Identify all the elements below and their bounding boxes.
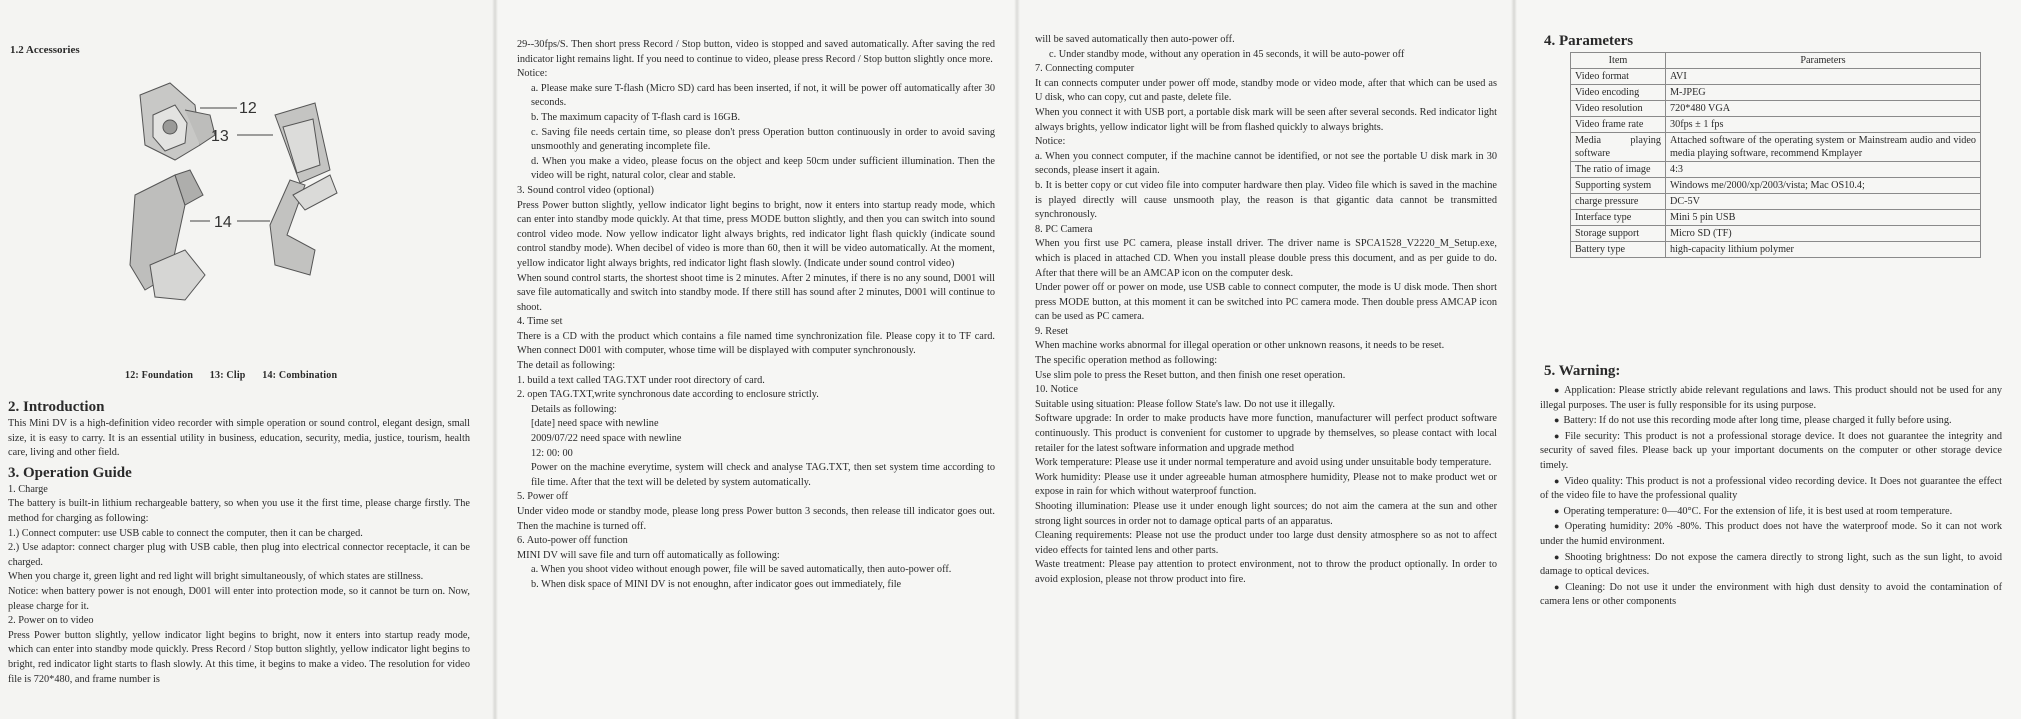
caption-combination: 14: Combination — [262, 370, 338, 381]
text-line: Software upgrade: In order to make products have more function, manufacturer will perfect product software continuously. This product is convenient for customer to upgrade by themselves, so please contact with local retailer for the latest software information and upgrade method — [1035, 413, 1497, 454]
text-line: 5. Power off — [517, 491, 569, 503]
table-header-row — [1571, 53, 1981, 69]
text-line: When you connect it with USB port, a portable disk mark will be seen after several seconds. Red indicator light always brights, yellow indicator light will be from flashed quickly to always brights. — [1035, 106, 1497, 133]
table-cell: Battery type — [1571, 242, 1666, 258]
text-line: 10. Notice — [1035, 384, 1078, 396]
caption-foundation: 12: Foundation — [125, 370, 194, 381]
bullet-icon: ● — [1554, 551, 1561, 562]
page-fold — [492, 0, 498, 719]
text-line: b. It is better copy or cut video file into computer hardware then play. Video file which is saved in the machine is played directly will cause unsmooth play, the reason is that gigantic data cannot be transmitted synchronously. — [1035, 179, 1497, 221]
warning-item — [1540, 429, 2002, 474]
bullet-icon: ● — [1554, 385, 1561, 395]
text-line: Press Power button slightly, yellow indicator light begins to bright, now it enters into startup ready mode, which can enter into standby mode quickly. At that time, press MODE button slightly, and then you can switch into sound control video mode. Now yellow indicator light always brights, red indicator light flash quickly (indicate sound control standby mode). When decibel of video is more than 60, then it will be video automatically. At the moment, yellow indicator light always brights, red indicator light flash slowly. (Indicate under sound control video) — [517, 199, 995, 269]
table-cell: charge pressure — [1571, 194, 1666, 210]
table-row — [1571, 242, 1981, 258]
text-line: Waste treatment: Please pay attention to protect environment, not to throw the product optionally. In order to avoid explosion, please not throw product into fire. — [1035, 559, 1497, 585]
text-line: 1. Charge — [8, 483, 48, 495]
text-line: Notice: when battery power is not enough, D001 will enter into protection mode, so it cannot be turn on. Now, please charge for it. — [8, 585, 470, 612]
table-cell: Media playing software — [1571, 133, 1666, 162]
parameters-table — [1570, 52, 1981, 258]
table-cell: Video resolution — [1571, 101, 1666, 117]
text-line: MINI DV will save file and turn off automatically as following: — [517, 549, 780, 561]
text-line: Under power off or power on mode, use USB cable to connect computer, the mode is U disk mode. Then short press MODE button, at this moment it can be switched into PC camera mode. Then double press AMCAP icon can be used as PC camera. — [1035, 282, 1497, 323]
bullet-icon: ● — [1554, 475, 1560, 486]
table-cell: Video frame rate — [1571, 117, 1666, 133]
text-line: Shooting illumination: Please use it under enough light sources; do not aim the camera at the sun and other strong light sources in order not to damage optical parts of an apparatus. — [1035, 501, 1497, 527]
text-line: Press Power button slightly, yellow indicator light begins to bright, now it enters into startup ready mode, which can enter into standby mode quickly. Press Record / Stop button slightly, yellow indicator light begins to bright, red indicator light starts to flash slowly. At this time, it begins to make a video. The resolution for video file is 720*480, and frame number is — [8, 629, 470, 685]
warning-text: File security: This product is not a professional storage device. It does not guarantee the integrity and security of saved files. Please back up your important documents on the computer or other storage device timely. — [1540, 430, 2003, 471]
text-line: a. When you shoot video without enough power, file will be saved automatically, then auto-power off. — [531, 564, 952, 576]
text-line: The battery is built-in lithium rechargeable battery, so when you use it the first time, please charge firstly. The method for charging as following: — [8, 498, 470, 524]
text-line: Use slim pole to press the Reset button, and then finish one reset operation. — [1035, 369, 1346, 381]
table-cell: Interface type — [1571, 210, 1666, 226]
text-line: c. Under standby mode, without any operation in 45 seconds, it will be auto-power off — [1049, 48, 1405, 60]
bullet-icon: ● — [1554, 505, 1560, 516]
clip-part — [275, 103, 330, 183]
combination-part-right — [270, 175, 337, 275]
table-cell: Attached software of the operating system or Mainstream audio and video media playing software, recommend Kmplayer — [1666, 133, 1981, 162]
table-row — [1571, 117, 1981, 133]
table-row — [1571, 69, 1981, 85]
text-line: a. Please make sure T-flash (Micro SD) card has been inserted, if not, it will be power off automatically after 30 seconds. — [531, 82, 995, 109]
intro-heading: 2. Introduction — [8, 399, 105, 415]
table-row — [1571, 101, 1981, 117]
text-line: d. When you make a video, please focus on the object and keep 50cm under sufficient illumination. Then the video will be right, natural color, clear and stable. — [531, 155, 995, 182]
text-line: 8. PC Camera — [1035, 223, 1093, 235]
callout-14: 14 — [214, 214, 232, 231]
table-cell: 30fps ± 1 fps — [1666, 117, 1981, 133]
table-cell: Storage support — [1571, 226, 1666, 242]
table-cell: DC-5V — [1666, 194, 1981, 210]
text-line: Cleaning requirements: Please not use the product under too large dust density atmosphere so as not to affect video effects for tainted lens and other parts. — [1035, 530, 1497, 556]
table-cell: AVI — [1666, 69, 1981, 85]
text-line: 12: 00: 00 — [531, 447, 573, 459]
table-cell: M-JPEG — [1666, 85, 1981, 101]
text-line: 2. open TAG.TXT,write synchronous date according to enclosure strictly. — [517, 389, 819, 401]
table-row — [1571, 85, 1981, 101]
table-cell: Video encoding — [1571, 85, 1666, 101]
text-line: Details as following: — [531, 403, 617, 415]
accessories-caption — [125, 370, 351, 381]
text-line: 29--30fps/S. Then short press Record / Stop button, video is stopped and saved automatically. After saving the red indicator light remains light. If you need to continue to video, please press Record / Stop button slightly once more. — [517, 39, 995, 65]
accessories-illustration — [115, 75, 345, 370]
text-line: When machine works abnormal for illegal operation or other unknown reasons, it needs to be reset. — [1035, 340, 1445, 352]
text-line: Work temperature: Please use it under normal temperature and avoid using under unsuitable body temperature. — [1035, 457, 1492, 469]
warning-text: Battery: If do not use this recording mode after long time, please charged it fully before using. — [1563, 415, 1952, 427]
page-fold — [1014, 0, 1020, 719]
callout-12: 12 — [239, 100, 257, 117]
text-line: Notice: — [1035, 136, 1066, 148]
table-row — [1571, 210, 1981, 226]
text-line: Power on the machine everytime, system will check and analyse TAG.TXT, then set system time according to file time. After that the text will be deleted by system automatically. — [531, 462, 995, 488]
text-line: Suitable using situation: Please follow State's law. Do not use it illegally. — [1035, 398, 1335, 410]
warning-text: Operating temperature: 0—40°C. For the extension of life, it is best used at room temperature. — [1563, 505, 1953, 517]
caption-clip: 13: Clip — [209, 370, 246, 381]
text-line: 2.) Use adaptor: connect charger plug with USB cable, then plug into electrical connector receptacle, it can be charged. — [8, 542, 470, 568]
page-panel-2 — [495, 0, 1017, 719]
table-cell: Video format — [1571, 69, 1666, 85]
text-line: 7. Connecting computer — [1035, 63, 1135, 75]
table-row — [1571, 178, 1981, 194]
table-cell: high-capacity lithium polymer — [1666, 242, 1981, 258]
accessories-image — [115, 75, 345, 370]
p3-body — [1035, 33, 1497, 588]
callout-13: 13 — [211, 128, 229, 145]
text-line: 9. Reset — [1035, 325, 1069, 337]
text-line: When you first use PC camera, please install driver. The driver name is SPCA1528_V2220_M_Setup.exe, which is placed in attached CD. When you install please double press this document, and as per guide to do. After that there will be an AMCAP icon on the computer desk. — [1035, 238, 1497, 279]
combination-part-left — [130, 170, 205, 300]
table-cell: Micro SD (TF) — [1666, 226, 1981, 242]
table-row — [1571, 226, 1981, 242]
parameters-heading: 4. Parameters — [1544, 33, 1634, 49]
bullet-icon: ● — [1554, 581, 1562, 592]
warning-text: Operating humidity: 20% -80%. This product does not have the waterproof mode. So it can not work under the humid environment. — [1540, 521, 2003, 547]
warning-item — [1540, 519, 2002, 549]
bullet-icon: ● — [1554, 415, 1560, 426]
warning-item — [1540, 383, 2002, 413]
text-line: 2. Power on to video — [8, 615, 94, 627]
warning-item — [1540, 504, 2002, 520]
table-row — [1571, 194, 1981, 210]
table-cell: The ratio of image — [1571, 162, 1666, 178]
foundation-part — [140, 83, 215, 160]
bullet-icon: ● — [1554, 430, 1561, 441]
table-row — [1571, 162, 1981, 178]
accessories-heading: 1.2 Accessories — [10, 44, 80, 56]
text-line: When sound control starts, the shortest shoot time is 2 minutes. After 2 minutes, if there is no any sound, D001 will save file automatically and switch into standby mode. If there still has sound after 2 minutes, D001 will continue to shoot. — [517, 272, 995, 313]
text-line: The detail as following: — [517, 360, 616, 372]
text-line: Under video mode or standby mode, please long press Power button 3 seconds, then release till indicator goes out. Then the machine is turned off. — [517, 506, 995, 532]
intro-text: This Mini DV is a high-definition video recorder with simple operation or sound control, elegant design, small size, it is easy to carry. It is an essential utility in business, education, security, media, justice, tourism, health care, living and other field. — [8, 418, 470, 459]
table-row — [1571, 133, 1981, 162]
text-line: b. The maximum capacity of T-flash card is 16GB. — [531, 111, 741, 123]
text-line: There is a CD with the product which contains a file named time synchronization file. Please copy it to TF card. When connect D001 with computer, whose time will be displayed with computer synchronously. — [517, 330, 995, 357]
table-cell: 720*480 VGA — [1666, 101, 1981, 117]
text-line: Notice: — [517, 68, 548, 80]
operation-guide-heading: 3. Operation Guide — [8, 464, 132, 481]
warning-text: Cleaning: Do not use it under the environment with high dust density to avoid the contamination of camera lens or other components — [1540, 581, 2003, 608]
table-cell: Windows me/2000/xp/2003/vista; Mac OS10.4; — [1666, 178, 1981, 194]
warning-heading: 5. Warning: — [1544, 363, 1621, 379]
warning-text: Shooting brightness: Do not expose the camera directly to strong light, such as the sun light, to avoid damage to optical devices. — [1540, 551, 2002, 578]
text-line: 1. build a text called TAG.TXT under root directory of card. — [517, 374, 765, 386]
text-line: 2009/07/22 need space with newline — [531, 433, 682, 445]
table-cell: Supporting system — [1571, 178, 1666, 194]
warning-item — [1540, 474, 2002, 504]
p1-body — [8, 395, 470, 687]
warning-text: Application: Please strictly abide relevant regulations and laws. This product should not be used for any illegal purposes. The user is fully responsible for its using purpose. — [1540, 385, 2002, 411]
text-line: The specific operation method as following: — [1035, 355, 1218, 367]
text-line: It can connects computer under power off mode, standby mode or video mode, after that which can be used as U disk, who can copy, cut and paste, delete file. — [1035, 77, 1497, 104]
warning-text: Video quality: This product is not a professional video recording device. It Does not guarantee the effect of the video file to have the professional quality — [1540, 475, 2002, 502]
table-cell: Mini 5 pin USB — [1666, 210, 1981, 226]
text-line: a. When you connect computer, if the machine cannot be identified, or not see the portable U disk mark in 30 seconds, please insert it again. — [1035, 150, 1497, 177]
page-panel-1 — [0, 0, 495, 719]
warning-section — [1540, 362, 2002, 610]
text-line: Work humidity: Please use it under agreeable human atmosphere humidity, Please not to make product wet or expose in rain for which without waterproof function. — [1035, 471, 1497, 498]
table-header-item: Item — [1571, 53, 1666, 69]
p2-body — [517, 38, 995, 593]
text-line: b. When disk space of MINI DV is not enoughn, after indicator goes out immediately, file — [531, 578, 902, 590]
page-panel-3 — [1017, 0, 1514, 719]
warning-item — [1540, 580, 2002, 610]
table-header-parameters: Parameters — [1666, 53, 1981, 69]
text-line: 6. Auto-power off function — [517, 535, 628, 547]
page-fold — [1511, 0, 1517, 719]
warning-item — [1540, 550, 2002, 580]
bullet-icon: ● — [1554, 521, 1561, 532]
text-line: When you charge it, green light and red light will bright simultaneously, of which states are stillness. — [8, 571, 424, 583]
table-cell: 4:3 — [1666, 162, 1981, 178]
text-line: c. Saving file needs certain time, so please don't press Operation button continuously in order to avoid saving unsmoothly and generating incomplete file. — [531, 126, 995, 153]
text-line: 3. Sound control video (optional) — [517, 184, 654, 196]
warning-item — [1540, 413, 2002, 429]
text-line: 1.) Connect computer: use USB cable to connect the computer, then it can be charged. — [8, 527, 363, 539]
text-line: will be saved automatically then auto-power off. — [1035, 34, 1235, 45]
text-line: [date] need space with newline — [531, 418, 659, 430]
text-line: 4. Time set — [517, 316, 563, 328]
